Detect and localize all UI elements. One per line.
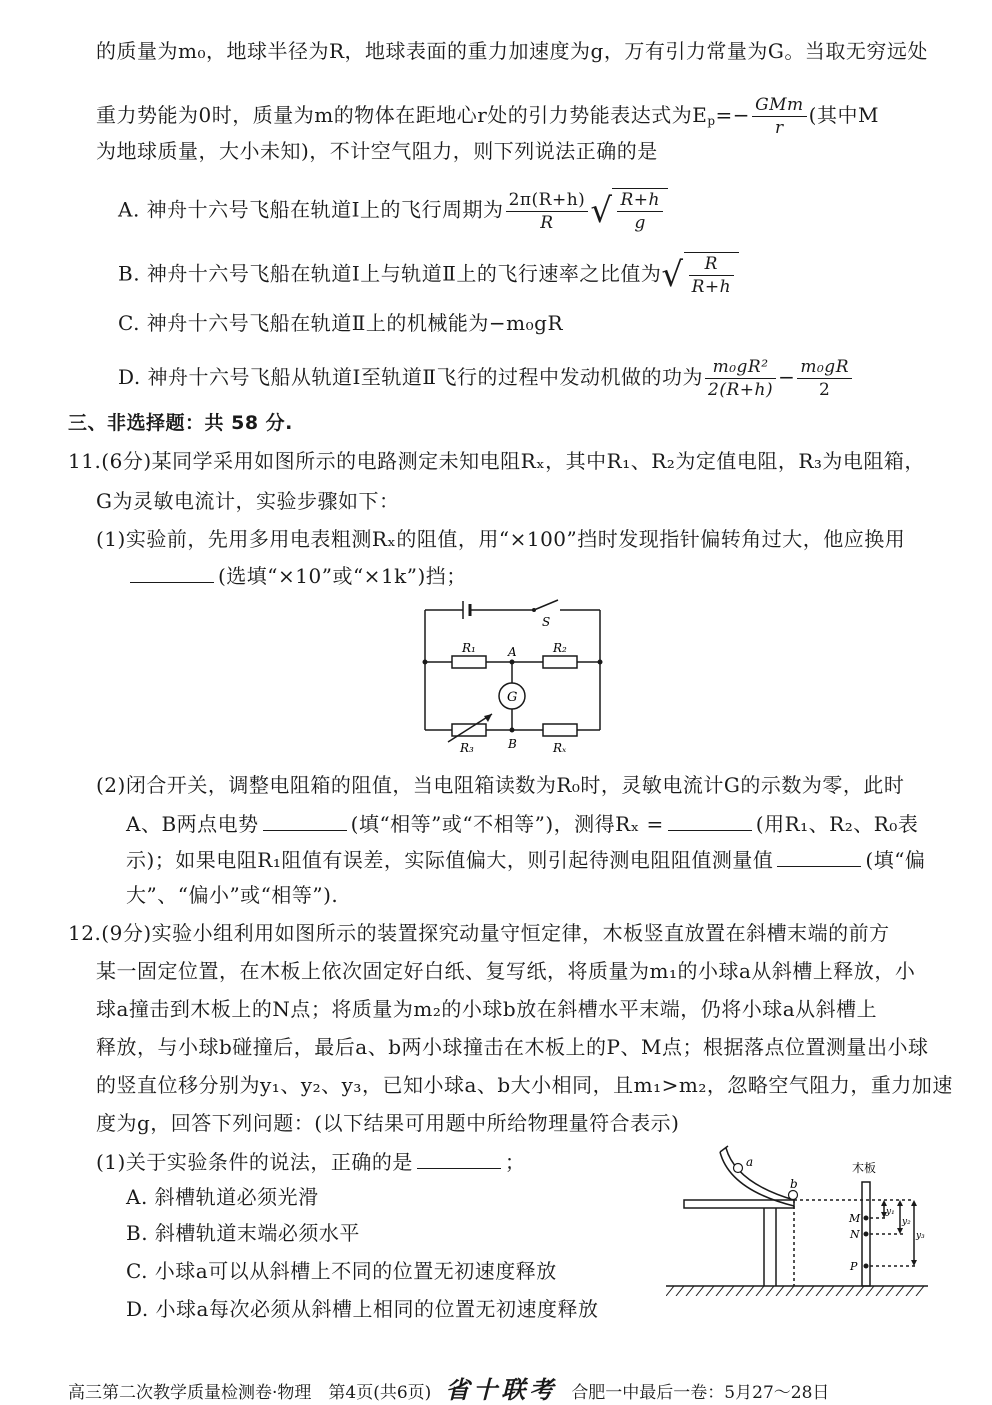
node-B-dot: [510, 728, 515, 733]
p10-option-d-text: D. 神舟十六号飞船从轨道Ⅰ至轨道Ⅱ飞行的过程中发动机做的功为: [118, 365, 704, 389]
p10-option-b: [118, 252, 739, 298]
p10-option-b-rnum: R: [689, 253, 735, 276]
answer-blank-5[interactable]: [417, 1148, 501, 1169]
p10-option-a-frac: [506, 189, 589, 234]
sqrt-icon: √: [590, 191, 613, 231]
p10-ep-num: GMm: [752, 94, 807, 117]
label-y2: y₂: [902, 1217, 911, 1227]
p12-q1-end: ；: [504, 1150, 526, 1174]
label-S: S: [542, 615, 551, 629]
p10-option-a-sqrt: [590, 188, 668, 234]
p12-option-a: A. 斜槽轨道必须光滑: [126, 1185, 319, 1209]
p10-option-b-rden: R+h: [691, 277, 732, 297]
label-ball-a: a: [746, 1155, 754, 1169]
p11-q2-line2a: A、B两点电势: [126, 812, 259, 836]
p10-option-b-text: B. 神舟十六号飞船在轨道Ⅰ上与轨道Ⅱ上的飞行速率之比值为: [118, 261, 662, 286]
label-R2: R₂: [553, 641, 567, 655]
p12-option-c: C. 小球a可以从斜槽上不同的位置无初速度释放: [126, 1259, 557, 1283]
incline-ramp: [726, 1148, 794, 1200]
bridge-circuit-diagram: [400, 590, 620, 760]
p10-option-d-frac1: [705, 356, 776, 401]
footer-brand-logo: 省十联考: [445, 1376, 558, 1404]
p10-option-d-num1: m₀gR²: [705, 356, 776, 379]
p11-q1-line1: (1)实验前，先用多用电表粗测Rₓ的阻值，用“×100”挡时发现指针偏转角过大，他应换用: [96, 527, 906, 551]
p12-q1-text: (1)关于实验条件的说法，正确的是: [96, 1150, 413, 1174]
point-N-dot: [864, 1232, 869, 1237]
page-footer: [68, 1370, 829, 1405]
junction-dot: [423, 660, 428, 665]
p10-option-d-den1: 2(R+h): [708, 380, 774, 400]
answer-blank-4[interactable]: [777, 846, 861, 867]
p10-line1: 的质量为m₀，地球半径为R，地球表面的重力加速度为g，万有引力常量为G。当取无穷远处: [96, 39, 928, 63]
label-B: B: [508, 737, 517, 751]
resistor-R1: [452, 656, 486, 668]
label-board: 木板: [852, 1161, 877, 1175]
p11-q2-line3: [126, 846, 925, 873]
p10-option-a: [118, 188, 668, 234]
p11-q2-line3a: 示)；如果电阻R₁阻值有误差，实际值偏大，则引起待测电阻阻值测量值: [126, 848, 774, 872]
p12-line6: 度为g，回答下列问题：(以下结果可用题中所给物理量符合表示): [96, 1111, 680, 1135]
p10-option-b-sqrt: [661, 252, 739, 298]
p11-q2-line2: [126, 810, 918, 837]
p10-option-a-text: A. 神舟十六号飞船在轨道Ⅰ上的飞行周期为: [118, 197, 504, 222]
resistor-Rx: [543, 724, 577, 736]
p10-option-a-num: 2π(R+h): [506, 189, 589, 212]
p11-q2-line3b: (填“偏: [865, 848, 926, 872]
p10-option-d: [118, 356, 854, 401]
label-N: N: [850, 1228, 860, 1241]
label-G: G: [507, 690, 518, 705]
point-P-dot: [864, 1264, 869, 1269]
section-heading: 三、非选择题：共 58 分.: [68, 412, 293, 434]
p11-q2-line2c: (用R₁、R₂、R₀表: [755, 812, 919, 836]
answer-blank-1[interactable]: [130, 562, 214, 583]
p10-option-a-rden: g: [634, 213, 646, 233]
p10-option-d-minus: −: [778, 365, 796, 389]
p10-eq: =−: [715, 103, 751, 127]
label-R3: R₃: [460, 741, 474, 755]
p10-line3: 为地球质量，大小未知)，不计空气阻力，则下列说法正确的是: [96, 139, 658, 163]
p11-q2-line1: (2)闭合开关，调整电阻箱的阻值，当电阻箱读数为R₀时，灵敏电流计G的示数为零，此时: [96, 773, 905, 797]
switch-pivot-dot: [532, 608, 536, 612]
p11-line1: 11.(6分)某同学采用如图所示的电路测定未知电阻Rₓ，其中R₁、R₂为定值电阻，R₃为电阻箱，: [68, 449, 925, 473]
p11-line2: G为灵敏电流计，实验步骤如下：: [96, 489, 400, 513]
label-P: P: [850, 1260, 858, 1273]
answer-blank-2[interactable]: [263, 810, 347, 831]
ball-b: [789, 1191, 798, 1200]
label-A: A: [508, 645, 517, 659]
p10-option-c: C. 神舟十六号飞船在轨道Ⅱ上的机械能为−m₀gR: [118, 311, 563, 335]
p12-option-b: B. 斜槽轨道末端必须水平: [126, 1221, 360, 1245]
answer-blank-3[interactable]: [668, 810, 752, 831]
p10-line2-pre: 重力势能为0时，质量为m的物体在距地心r处的引力势能表达式为E: [96, 103, 708, 127]
p10-line2-post: (其中M: [808, 103, 879, 127]
p11-q1-line2: [126, 562, 467, 589]
resistor-R2: [543, 656, 577, 668]
p11-q1-line2-text: (选填“×10”或“×1k”)挡；: [218, 564, 467, 588]
p12-option-d: D. 小球a每次必须从斜槽上相同的位置无初速度释放: [126, 1297, 599, 1321]
p11-q2-line4: 大”、“偏小”或“相等”).: [126, 883, 339, 907]
p10-option-d-frac2: [797, 356, 852, 401]
junction-dot: [598, 660, 603, 665]
label-y1: y₁: [886, 1207, 895, 1217]
node-A-dot: [510, 660, 515, 665]
p10-option-d-num2: m₀gR: [797, 356, 852, 379]
point-M-dot: [864, 1216, 869, 1221]
label-Rx: Rₓ: [553, 741, 567, 755]
p11-q2-line2b: (填“相等”或“不相等”)，测得Rₓ =: [350, 812, 664, 836]
ground-hatching: [666, 1286, 931, 1296]
p12-line3: 球a撞击到木板上的N点；将质量为m₂的小球b放在斜槽水平末端，仍将小球a从斜槽上: [96, 997, 878, 1021]
resistor-box-R3: [452, 724, 486, 736]
p10-ep-fraction: [752, 94, 807, 139]
p12-line2: 某一固定位置，在木板上依次固定好白纸、复写纸，将质量为m₁的小球a从斜槽上释放，小: [96, 959, 916, 983]
footer-right: 合肥一中最后一卷：5月27～28日: [571, 1383, 830, 1403]
p12-q1: [96, 1148, 525, 1175]
p10-line2: [96, 94, 879, 139]
label-y3: y₃: [916, 1231, 925, 1241]
p10-ep-den: r: [775, 118, 784, 138]
p12-line5: 的竖直位移分别为y₁、y₂、y₃，已知小球a、b大小相同，且m₁>m₂，忽略空气阻力，重力加速: [96, 1073, 953, 1097]
p10-option-a-rnum: R+h: [617, 189, 663, 212]
label-ball-b: b: [790, 1177, 798, 1191]
p10-option-d-den2: 2: [819, 380, 831, 400]
p12-line4: 释放，与小球b碰撞后，最后a、b两小球撞击在木板上的P、M点；根据落点位置测量出小球: [96, 1035, 929, 1059]
label-R1: R₁: [462, 641, 476, 655]
label-M: M: [849, 1212, 861, 1225]
ball-a: [734, 1164, 743, 1173]
p12-line1: 12.(9分)实验小组利用如图所示的装置探究动量守恒定律，木板竖直放置在斜槽末端的前方: [68, 921, 890, 945]
sqrt-icon: √: [661, 255, 684, 295]
footer-left: 高三第二次教学质量检测卷·物理 第4页(共6页): [68, 1383, 432, 1403]
switch-S[interactable]: [534, 600, 558, 610]
p10-ep-sub: p: [707, 114, 716, 128]
momentum-apparatus-diagram: [666, 1138, 936, 1308]
p10-option-a-den: R: [540, 212, 554, 233]
